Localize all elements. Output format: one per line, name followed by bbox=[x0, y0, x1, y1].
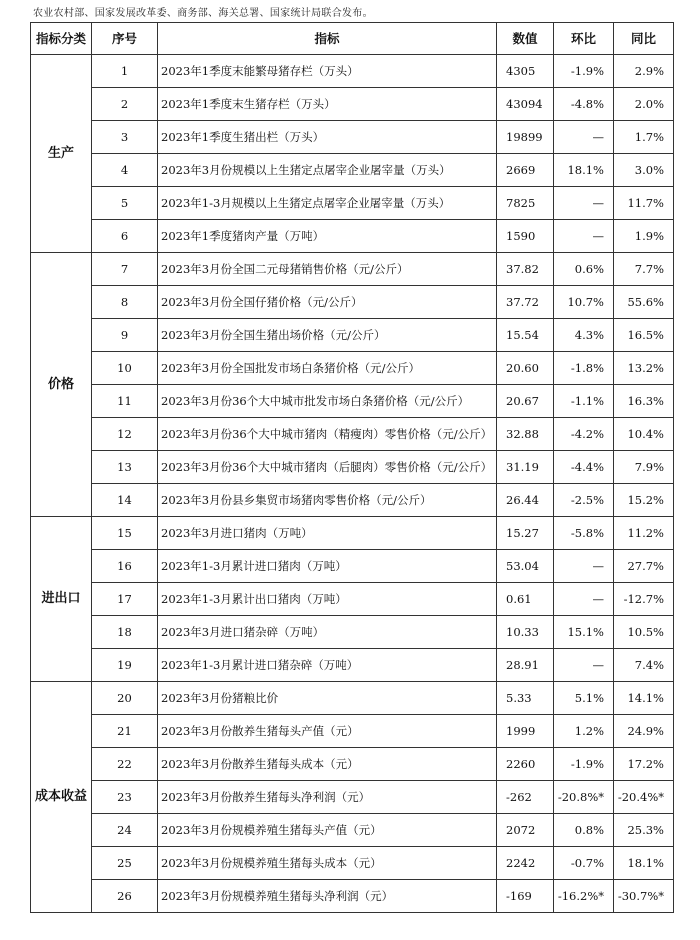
value-cell: 26.44 bbox=[497, 484, 554, 517]
value-cell: 4305 bbox=[497, 55, 554, 88]
seq-cell: 22 bbox=[92, 748, 158, 781]
indicator-cell: 2023年3月份县乡集贸市场猪肉零售价格（元/公斤） bbox=[158, 484, 497, 517]
seq-cell: 25 bbox=[92, 847, 158, 880]
value-cell: 20.60 bbox=[497, 352, 554, 385]
value-cell: -169 bbox=[497, 880, 554, 913]
value-cell: 31.19 bbox=[497, 451, 554, 484]
seq-cell: 1 bbox=[92, 55, 158, 88]
value-cell: 1590 bbox=[497, 220, 554, 253]
mom-cell: — bbox=[554, 649, 614, 682]
indicator-cell: 2023年1季度生猪出栏（万头） bbox=[158, 121, 497, 154]
yoy-cell: -30.7%* bbox=[614, 880, 674, 913]
mom-cell: — bbox=[554, 187, 614, 220]
value-cell: -262 bbox=[497, 781, 554, 814]
yoy-cell: -12.7% bbox=[614, 583, 674, 616]
yoy-cell: 7.7% bbox=[614, 253, 674, 286]
value-cell: 0.61 bbox=[497, 583, 554, 616]
category-cell: 进出口 bbox=[31, 517, 92, 682]
indicator-cell: 2023年3月份36个大中城市猪肉（后腿肉）零售价格（元/公斤） bbox=[158, 451, 497, 484]
mom-cell: 0.6% bbox=[554, 253, 614, 286]
mom-cell: 10.7% bbox=[554, 286, 614, 319]
yoy-cell: 10.4% bbox=[614, 418, 674, 451]
table-row bbox=[31, 649, 674, 682]
seq-cell: 6 bbox=[92, 220, 158, 253]
header-seq: 序号 bbox=[92, 23, 158, 55]
value-cell: 10.33 bbox=[497, 616, 554, 649]
table-row bbox=[31, 253, 674, 286]
indicator-cell: 2023年1-3月累计进口猪肉（万吨） bbox=[158, 550, 497, 583]
yoy-cell: 55.6% bbox=[614, 286, 674, 319]
header-value: 数值 bbox=[497, 23, 554, 55]
mom-cell: -4.8% bbox=[554, 88, 614, 121]
table-row bbox=[31, 517, 674, 550]
pig-industry-data-table bbox=[30, 22, 674, 913]
table-row bbox=[31, 847, 674, 880]
yoy-cell: 17.2% bbox=[614, 748, 674, 781]
value-cell: 1999 bbox=[497, 715, 554, 748]
header-yoy: 同比 bbox=[614, 23, 674, 55]
indicator-cell: 2023年3月份规模以上生猪定点屠宰企业屠宰量（万头） bbox=[158, 154, 497, 187]
seq-cell: 3 bbox=[92, 121, 158, 154]
indicator-cell: 2023年3月份规模养殖生猪每头净利润（元） bbox=[158, 880, 497, 913]
table-body bbox=[31, 55, 674, 913]
mom-cell: -16.2%* bbox=[554, 880, 614, 913]
indicator-cell: 2023年1季度猪肉产量（万吨） bbox=[158, 220, 497, 253]
seq-cell: 10 bbox=[92, 352, 158, 385]
mom-cell: 5.1% bbox=[554, 682, 614, 715]
source-note: 农业农村部、国家发展改革委、商务部、海关总署、国家统计局联合发布。 bbox=[33, 8, 373, 19]
yoy-cell: 7.9% bbox=[614, 451, 674, 484]
indicator-cell: 2023年3月份猪粮比价 bbox=[158, 682, 497, 715]
yoy-cell: 1.9% bbox=[614, 220, 674, 253]
indicator-cell: 2023年3月进口猪杂碎（万吨） bbox=[158, 616, 497, 649]
mom-cell: — bbox=[554, 220, 614, 253]
yoy-cell: 25.3% bbox=[614, 814, 674, 847]
value-cell: 7825 bbox=[497, 187, 554, 220]
indicator-cell: 2023年3月份散养生猪每头净利润（元） bbox=[158, 781, 497, 814]
category-cell: 生产 bbox=[31, 55, 92, 253]
mom-cell: -20.8%* bbox=[554, 781, 614, 814]
table-row bbox=[31, 583, 674, 616]
table-row bbox=[31, 550, 674, 583]
mom-cell: 1.2% bbox=[554, 715, 614, 748]
seq-cell: 20 bbox=[92, 682, 158, 715]
seq-cell: 7 bbox=[92, 253, 158, 286]
table-row bbox=[31, 682, 674, 715]
mom-cell: -5.8% bbox=[554, 517, 614, 550]
seq-cell: 9 bbox=[92, 319, 158, 352]
seq-cell: 26 bbox=[92, 880, 158, 913]
seq-cell: 5 bbox=[92, 187, 158, 220]
value-cell: 32.88 bbox=[497, 418, 554, 451]
value-cell: 19899 bbox=[497, 121, 554, 154]
indicator-cell: 2023年1-3月累计进口猪杂碎（万吨） bbox=[158, 649, 497, 682]
value-cell: 20.67 bbox=[497, 385, 554, 418]
table-row bbox=[31, 451, 674, 484]
seq-cell: 8 bbox=[92, 286, 158, 319]
value-cell: 2669 bbox=[497, 154, 554, 187]
table-row bbox=[31, 88, 674, 121]
seq-cell: 21 bbox=[92, 715, 158, 748]
table-header-row bbox=[31, 23, 674, 55]
mom-cell: — bbox=[554, 550, 614, 583]
yoy-cell: 2.0% bbox=[614, 88, 674, 121]
yoy-cell: 14.1% bbox=[614, 682, 674, 715]
yoy-cell: 27.7% bbox=[614, 550, 674, 583]
table-row bbox=[31, 286, 674, 319]
yoy-cell: 11.2% bbox=[614, 517, 674, 550]
yoy-cell: 7.4% bbox=[614, 649, 674, 682]
seq-cell: 13 bbox=[92, 451, 158, 484]
seq-cell: 2 bbox=[92, 88, 158, 121]
table-row bbox=[31, 121, 674, 154]
value-cell: 5.33 bbox=[497, 682, 554, 715]
value-cell: 15.27 bbox=[497, 517, 554, 550]
mom-cell: -1.9% bbox=[554, 748, 614, 781]
value-cell: 37.72 bbox=[497, 286, 554, 319]
indicator-cell: 2023年1-3月规模以上生猪定点屠宰企业屠宰量（万头） bbox=[158, 187, 497, 220]
table-row bbox=[31, 319, 674, 352]
table-row bbox=[31, 814, 674, 847]
category-cell: 价格 bbox=[31, 253, 92, 517]
value-cell: 2072 bbox=[497, 814, 554, 847]
table-row bbox=[31, 748, 674, 781]
yoy-cell: 13.2% bbox=[614, 352, 674, 385]
yoy-cell: 16.3% bbox=[614, 385, 674, 418]
header-indicator: 指标 bbox=[158, 23, 497, 55]
indicator-cell: 2023年3月份散养生猪每头成本（元） bbox=[158, 748, 497, 781]
seq-cell: 24 bbox=[92, 814, 158, 847]
seq-cell: 15 bbox=[92, 517, 158, 550]
yoy-cell: 3.0% bbox=[614, 154, 674, 187]
value-cell: 15.54 bbox=[497, 319, 554, 352]
mom-cell: -4.4% bbox=[554, 451, 614, 484]
mom-cell: — bbox=[554, 121, 614, 154]
value-cell: 37.82 bbox=[497, 253, 554, 286]
table-row bbox=[31, 715, 674, 748]
indicator-cell: 2023年1-3月累计出口猪肉（万吨） bbox=[158, 583, 497, 616]
table-row bbox=[31, 352, 674, 385]
yoy-cell: 10.5% bbox=[614, 616, 674, 649]
indicator-cell: 2023年3月份全国仔猪价格（元/公斤） bbox=[158, 286, 497, 319]
mom-cell: 18.1% bbox=[554, 154, 614, 187]
value-cell: 53.04 bbox=[497, 550, 554, 583]
yoy-cell: 1.7% bbox=[614, 121, 674, 154]
indicator-cell: 2023年3月份全国生猪出场价格（元/公斤） bbox=[158, 319, 497, 352]
indicator-cell: 2023年3月进口猪肉（万吨） bbox=[158, 517, 497, 550]
seq-cell: 19 bbox=[92, 649, 158, 682]
mom-cell: -0.7% bbox=[554, 847, 614, 880]
seq-cell: 4 bbox=[92, 154, 158, 187]
mom-cell: -2.5% bbox=[554, 484, 614, 517]
mom-cell: -1.8% bbox=[554, 352, 614, 385]
mom-cell: 15.1% bbox=[554, 616, 614, 649]
value-cell: 2260 bbox=[497, 748, 554, 781]
mom-cell: -1.9% bbox=[554, 55, 614, 88]
header-category: 指标分类 bbox=[31, 23, 92, 55]
header-mom: 环比 bbox=[554, 23, 614, 55]
indicator-cell: 2023年3月份规模养殖生猪每头成本（元） bbox=[158, 847, 497, 880]
indicator-cell: 2023年3月份36个大中城市猪肉（精瘦肉）零售价格（元/公斤） bbox=[158, 418, 497, 451]
value-cell: 28.91 bbox=[497, 649, 554, 682]
table-row bbox=[31, 187, 674, 220]
table-row bbox=[31, 220, 674, 253]
indicator-cell: 2023年3月份规模养殖生猪每头产值（元） bbox=[158, 814, 497, 847]
seq-cell: 23 bbox=[92, 781, 158, 814]
mom-cell: 0.8% bbox=[554, 814, 614, 847]
seq-cell: 18 bbox=[92, 616, 158, 649]
table-row bbox=[31, 55, 674, 88]
yoy-cell: -20.4%* bbox=[614, 781, 674, 814]
mom-cell: 4.3% bbox=[554, 319, 614, 352]
yoy-cell: 2.9% bbox=[614, 55, 674, 88]
indicator-cell: 2023年3月份全国批发市场白条猪价格（元/公斤） bbox=[158, 352, 497, 385]
yoy-cell: 24.9% bbox=[614, 715, 674, 748]
table-row bbox=[31, 781, 674, 814]
seq-cell: 12 bbox=[92, 418, 158, 451]
yoy-cell: 15.2% bbox=[614, 484, 674, 517]
yoy-cell: 11.7% bbox=[614, 187, 674, 220]
yoy-cell: 18.1% bbox=[614, 847, 674, 880]
seq-cell: 14 bbox=[92, 484, 158, 517]
mom-cell: -1.1% bbox=[554, 385, 614, 418]
indicator-cell: 2023年1季度末生猪存栏（万头） bbox=[158, 88, 497, 121]
indicator-cell: 2023年3月份全国二元母猪销售价格（元/公斤） bbox=[158, 253, 497, 286]
yoy-cell: 16.5% bbox=[614, 319, 674, 352]
seq-cell: 16 bbox=[92, 550, 158, 583]
indicator-cell: 2023年3月份36个大中城市批发市场白条猪价格（元/公斤） bbox=[158, 385, 497, 418]
table-row bbox=[31, 484, 674, 517]
value-cell: 43094 bbox=[497, 88, 554, 121]
table-row bbox=[31, 616, 674, 649]
indicator-cell: 2023年1季度末能繁母猪存栏（万头） bbox=[158, 55, 497, 88]
category-cell: 成本收益 bbox=[31, 682, 92, 913]
table-row bbox=[31, 880, 674, 913]
table-row bbox=[31, 385, 674, 418]
value-cell: 2242 bbox=[497, 847, 554, 880]
table-row bbox=[31, 154, 674, 187]
table-row bbox=[31, 418, 674, 451]
seq-cell: 11 bbox=[92, 385, 158, 418]
mom-cell: -4.2% bbox=[554, 418, 614, 451]
seq-cell: 17 bbox=[92, 583, 158, 616]
indicator-cell: 2023年3月份散养生猪每头产值（元） bbox=[158, 715, 497, 748]
mom-cell: — bbox=[554, 583, 614, 616]
